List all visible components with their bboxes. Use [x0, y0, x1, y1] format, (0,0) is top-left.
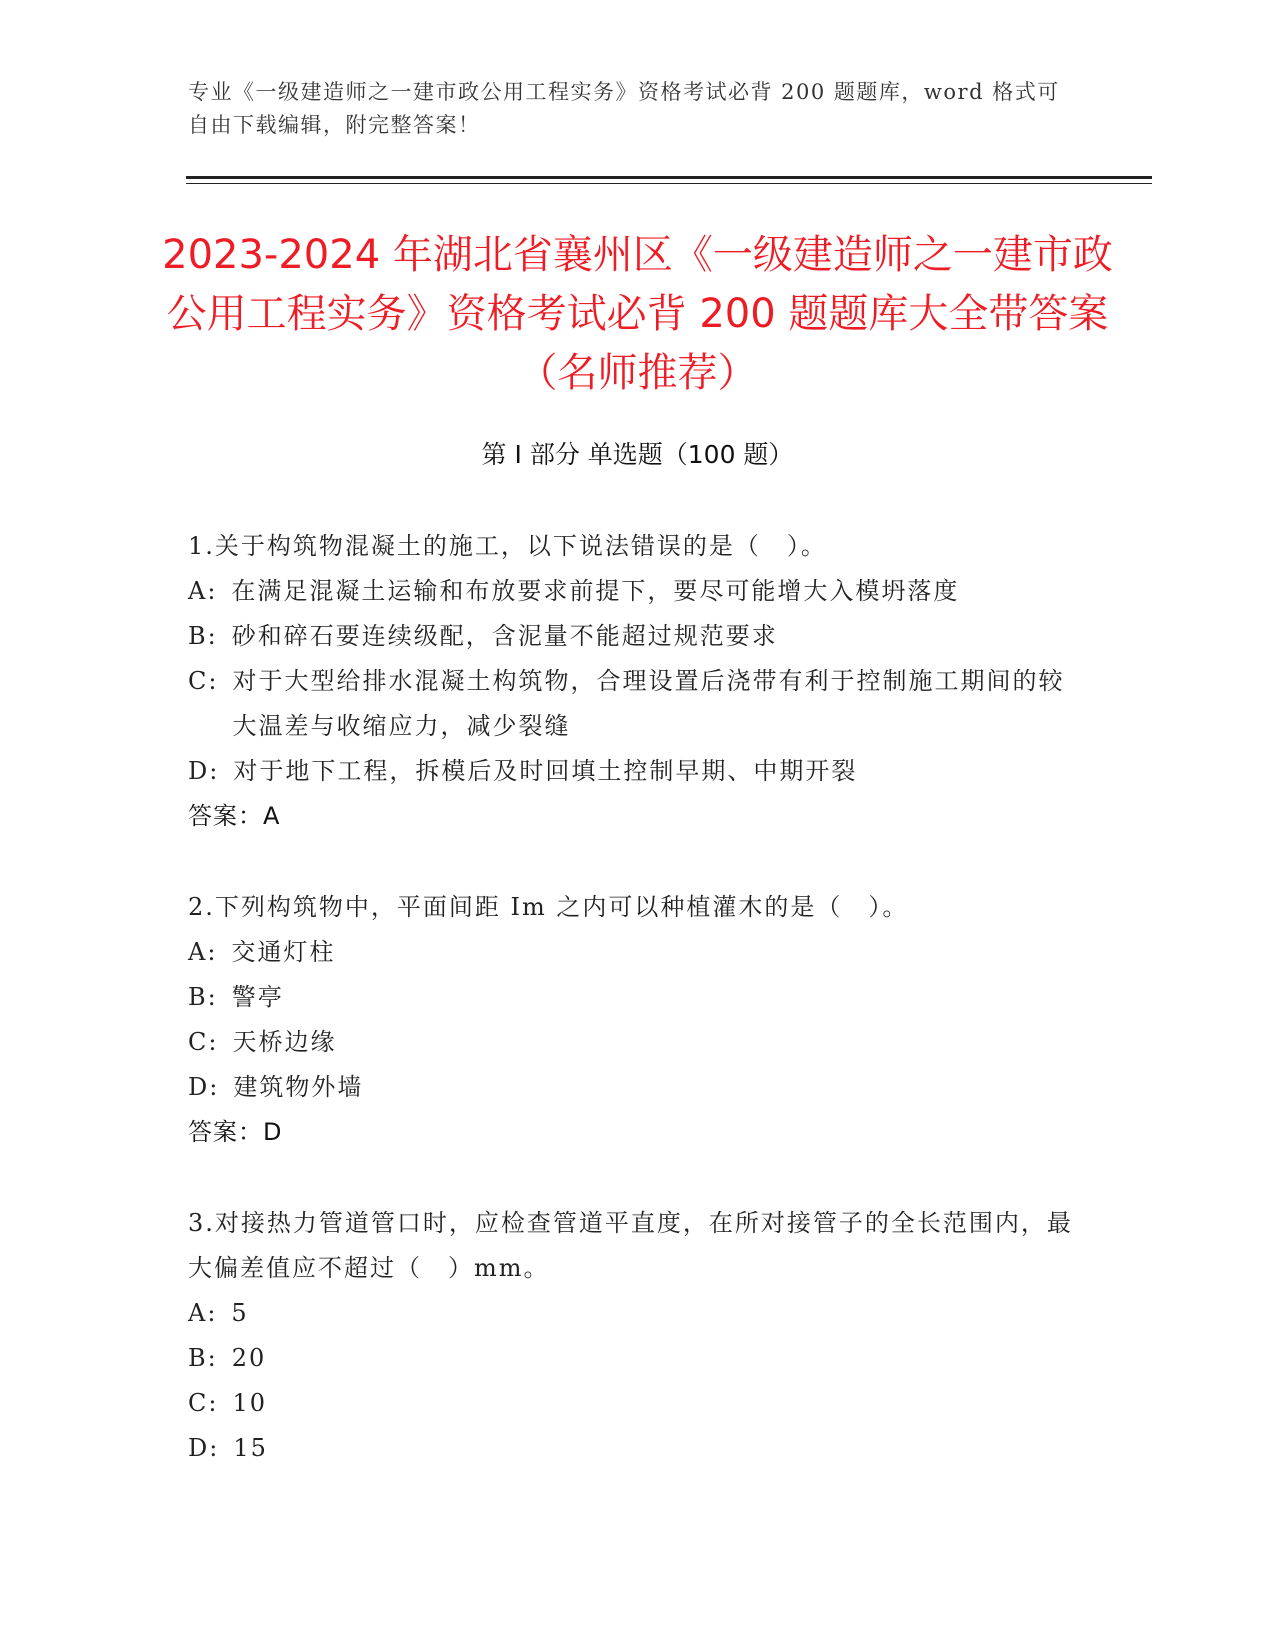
question-3 — [188, 1201, 1078, 1471]
option-b — [188, 614, 1078, 659]
option-label: C: — [188, 1028, 219, 1056]
option-c — [188, 1020, 1078, 1065]
option-text: 20 — [231, 1344, 267, 1372]
option-text: 交通灯柱 — [231, 938, 336, 966]
option-text: 天桥边缘 — [232, 1028, 337, 1056]
option-label: D: — [188, 1434, 220, 1462]
option-label: A: — [188, 938, 218, 966]
option-text: 建筑物外墙 — [233, 1073, 364, 1101]
option-label: D: — [188, 1073, 220, 1101]
option-label: A: — [188, 1299, 218, 1327]
option-d — [188, 749, 1078, 794]
option-a — [188, 930, 1078, 975]
header-divider-thin — [186, 183, 1152, 184]
option-text: 15 — [233, 1434, 268, 1462]
question-stem: 3.对接热力管道管口时，应检查管道平直度，在所对接管子的全长范围内，最大偏差值应不超过（ ）mm。 — [188, 1209, 1073, 1282]
option-label: B: — [188, 622, 218, 650]
option-text: 5 — [231, 1299, 249, 1327]
option-d — [188, 1065, 1078, 1110]
section-title: 第 I 部分 单选题（100 题） — [481, 440, 794, 469]
option-text: 10 — [232, 1389, 267, 1417]
option-text: 对于大型给排水混凝土构筑物，合理设置后浇带有利于控制施工期间的较大温差与收缩应力，减少裂缝 — [232, 667, 1065, 740]
answer-text: 答案：A — [188, 802, 281, 830]
option-text: 砂和碎石要连续级配，含泥量不能超过规范要求 — [231, 622, 778, 650]
option-label: B: — [188, 983, 218, 1011]
question-list — [188, 524, 1078, 1517]
header-note: 专业《一级建造师之一建市政公用工程实务》资格考试必背 200 题题库，word 格式可自由下载编辑，附完整答案！ — [188, 80, 1060, 137]
question-stem: 2.下列构筑物中，平面间距 Im 之内可以种植灌木的是（ ）。 — [188, 893, 909, 921]
option-label: C: — [188, 1389, 219, 1417]
option-d — [188, 1426, 1078, 1471]
option-label: D: — [188, 757, 220, 785]
question-2 — [188, 885, 1078, 1155]
question-stem: 1.关于构筑物混凝土的施工，以下说法错误的是（ ）。 — [188, 532, 827, 560]
header-divider-thick — [186, 176, 1152, 179]
option-a — [188, 1291, 1078, 1336]
option-b — [188, 975, 1078, 1020]
option-c — [188, 1381, 1078, 1426]
option-b — [188, 1336, 1078, 1381]
option-text: 在满足混凝土运输和布放要求前提下，要尽可能增大入模坍落度 — [231, 577, 960, 605]
answer-text: 答案：D — [188, 1118, 283, 1146]
option-text: 警亭 — [231, 983, 284, 1011]
document-title: 2023-2024 年湖北省襄州区《一级建造师之一建市政公用工程实务》资格考试必背 200 题题库大全带答案（名师推荐） — [162, 232, 1113, 396]
option-label: A: — [188, 577, 218, 605]
option-text: 对于地下工程，拆模后及时回填土控制早期、中期开裂 — [233, 757, 858, 785]
option-label: C: — [188, 667, 219, 695]
question-1 — [188, 524, 1078, 839]
option-a — [188, 569, 1078, 614]
option-c — [188, 659, 1078, 749]
option-label: B: — [188, 1344, 218, 1372]
